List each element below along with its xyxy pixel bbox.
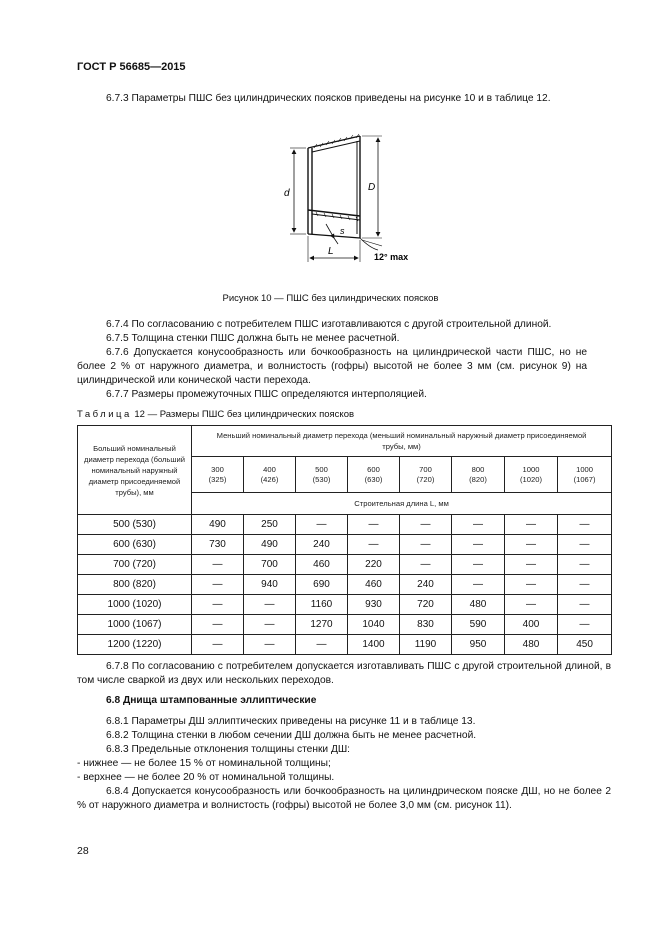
label-L: L [328,246,334,257]
label-angle: 12° max [374,252,409,262]
table-cell: — [452,575,505,595]
subcol-dn: 300 [211,464,224,474]
table-cell: 250 [244,515,296,535]
table-cell: 1190 [400,635,452,655]
table-cell: — [558,575,612,595]
table-cell: 950 [452,635,505,655]
label-s: s [340,226,345,236]
table-cell: — [244,615,296,635]
table-cell: — [400,515,452,535]
table-cell: 460 [348,575,400,595]
subcol-od: (720) [416,474,435,484]
table-cell: — [296,635,348,655]
subcol-header [558,457,612,493]
subcol-od: (630) [364,474,383,484]
table-cell: 590 [452,615,505,635]
subcol-header [192,457,244,493]
table-cell: 480 [505,635,558,655]
subcol-od: (426) [260,474,279,484]
paragraph-6-7-6: 6.7.6 Допускается конусообразность или бочкообразность на цилиндрической части ПШС, но не более 2 % от наружного диаметра, и волнистость (гофры) высотой не более 3 мм (см. рисунок 9) на цилиндрической или конической части перехода. [77,347,587,386]
subcol-header [452,457,505,493]
table-cell: 240 [400,575,452,595]
table-cell: — [452,515,505,535]
table-cell: 730 [192,535,244,555]
label-D: D [368,182,376,193]
table-cell: — [505,595,558,615]
table-cell: — [348,535,400,555]
document-header: ГОСТ Р 56685—2015 [77,61,186,73]
table-cell: — [400,555,452,575]
table-cell: 1270 [296,615,348,635]
table-caption-rest: 12 — Размеры ПШС без цилиндрических поясков [134,409,355,420]
label-d: d [284,188,290,199]
subcol-od: (325) [208,474,227,484]
table-cell: — [192,635,244,655]
subcol-header [348,457,400,493]
table-cell: 240 [296,535,348,555]
table-cell: — [192,575,244,595]
table-cell: — [192,555,244,575]
table-row [78,595,612,615]
paragraph-6-8-3: 6.8.3 Предельные отклонения толщины стенки ДШ: [106,744,351,755]
paragraph-6-8-2: 6.8.2 Толщина стенки в любом сечении ДШ должна быть не менее расчетной. [106,730,477,741]
table-12 [77,425,612,655]
row-label: 1000 (1067) [78,615,192,635]
table-row [78,575,612,595]
table-cell: 490 [244,535,296,555]
table-cell: — [192,595,244,615]
row-label: 600 (630) [78,535,192,555]
bullet-upper: - верхнее — не более 20 % от номинальной толщины. [77,772,335,783]
paragraph-6-8-4: 6.8.4 Допускается конусообразность или бочкообразность на цилиндрическом пояске ДШ, но не более 2 % от наружного диаметра и волнистость (гофры) высотой не более 3,0 мм (см. рисунок 11). [77,786,611,811]
table-cell: — [192,615,244,635]
table-cell: — [452,555,505,575]
table-cell: — [244,635,296,655]
subcol-od: (1067) [573,474,596,484]
table-cell: — [558,535,612,555]
section-6-8-title: 6.8 Днища штампованные эллиптические [106,695,317,706]
table-cell: 400 [505,615,558,635]
row-label: 500 (530) [78,515,192,535]
paragraph-6-7-8: 6.7.8 По согласованию с потребителем допускается изготавливать ПШС с другой строительной длиной, в том числе сваркой из двух или нескольких переходов. [77,661,611,686]
group-header: Меньший номинальный диаметр перехода (меньший номинальный наружный диаметр присоединяемой трубы, мм) [192,426,612,457]
table-cell: 480 [452,595,505,615]
subcol-od: (1020) [520,474,542,484]
subcol-header [296,457,348,493]
table-12-caption [77,409,354,420]
table-row [78,555,612,575]
table-cell: 690 [296,575,348,595]
subcol-dn: 1000 [576,464,593,474]
figure-10-drawing [270,126,420,266]
table-cell: — [400,535,452,555]
table-cell: — [558,515,612,535]
subcol-dn: 600 [367,464,380,474]
subcol-dn: 1000 [522,464,540,474]
table-row [78,515,612,535]
table-row [78,635,612,655]
subcol-dn: 400 [263,464,276,474]
paragraph-6-7-4: 6.7.4 По согласованию с потребителем ПШС изготавливаются с другой строительной длиной. [106,319,552,330]
table-cell: — [505,575,558,595]
bullet-lower: - нижнее — не более 15 % от номинальной толщины; [77,758,331,769]
table-cell: 940 [244,575,296,595]
subcol-dn: 800 [471,464,485,474]
page-number: 28 [77,845,89,857]
length-header: Строительная длина L, мм [192,493,612,515]
subcol-dn: 500 [315,464,328,474]
table-cell: — [452,535,505,555]
subcol-od: (820) [469,474,487,484]
table-cell: 1160 [296,595,348,615]
row-label: 700 (720) [78,555,192,575]
table-cell: 450 [558,635,612,655]
table-cell: — [505,535,558,555]
paragraph-6-8-1: 6.8.1 Параметры ДШ эллиптических приведены на рисунке 11 и в таблице 13. [106,716,476,727]
table-cell: — [505,555,558,575]
table-cell: 720 [400,595,452,615]
table-row [78,535,612,555]
col1-header: Больший номинальный диаметр перехода (больший номинальный наружный диаметр присоединяемой трубы), мм [78,426,192,515]
row-label: 1000 (1020) [78,595,192,615]
subcol-header [400,457,452,493]
table-cell: — [244,595,296,615]
table-cell: — [558,555,612,575]
table-cell: 700 [244,555,296,575]
table-row [78,615,612,635]
table-cell: 490 [192,515,244,535]
paragraph-6-7-5: 6.7.5 Толщина стенки ПШС должна быть не менее расчетной. [106,333,400,344]
subcol-od: (530) [312,474,331,484]
table-cell: 220 [348,555,400,575]
subcol-header [244,457,296,493]
paragraph-6-7-3: 6.7.3 Параметры ПШС без цилиндрических поясков приведены на рисунке 10 и в таблице 12. [106,93,551,104]
subcol-header [505,457,558,493]
table-cell: — [348,515,400,535]
table-cell: 460 [296,555,348,575]
table-cell: 1400 [348,635,400,655]
table-cell: — [558,615,612,635]
table-cell: — [558,595,612,615]
table-cell: — [505,515,558,535]
figure-10-caption: Рисунок 10 — ПШС без цилиндрических поясков [222,293,439,304]
subcol-dn: 700 [419,464,432,474]
paragraph-6-7-7: 6.7.7 Размеры промежуточных ПШС определяются интерполяцией. [106,389,427,400]
table-cell: 830 [400,615,452,635]
row-label: 1200 (1220) [78,635,192,655]
row-label: 800 (820) [78,575,192,595]
table-caption-prefix: Таблица [77,409,132,420]
table-cell: — [296,515,348,535]
table-cell: 1040 [348,615,400,635]
table-cell: 930 [348,595,400,615]
